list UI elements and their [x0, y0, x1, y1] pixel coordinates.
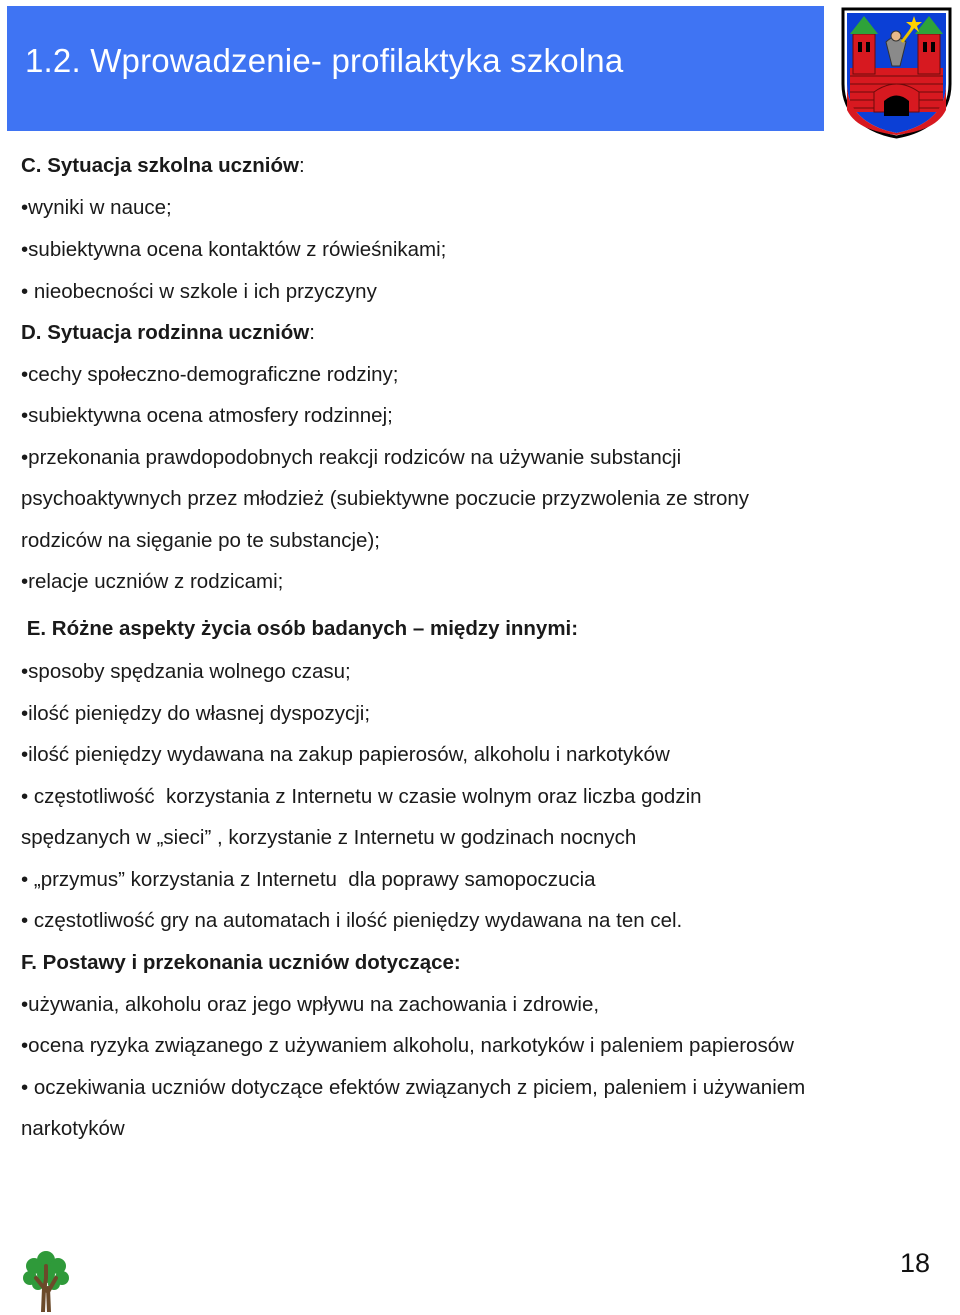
list-item: • nieobecności w szkole i ich przyczyny: [21, 280, 377, 303]
list-item: •przekonania prawdopodobnych reakcji rodziców na używanie substancji: [21, 446, 682, 469]
page-title: 1.2. Wprowadzenie- profilaktyka szkolna: [25, 42, 624, 79]
list-item: •ocena ryzyka związanego z używaniem alkoholu, narkotyków i paleniem papierosów: [21, 1034, 794, 1057]
section-c-heading: [21, 154, 305, 178]
section-e-heading: E. Różne aspekty życia osób badanych – między innymi:: [21, 617, 579, 640]
list-item: • częstotliwość korzystania z Internetu w czasie wolnym oraz liczba godzin: [21, 785, 702, 808]
title-bar: [7, 6, 824, 131]
list-item: • „przymus” korzystania z Internetu dla poprawy samopoczucia: [21, 868, 596, 891]
coat-of-arms-icon: [840, 6, 953, 139]
section-c-heading-colon: :: [298, 154, 305, 177]
section-d-heading-colon: :: [309, 321, 315, 344]
list-item: •relacje uczniów z rodzicami;: [21, 570, 284, 593]
list-item: •subiektywna ocena kontaktów z rówieśnikami;: [21, 238, 447, 261]
section-f-heading: F. Postawy i przekonania uczniów dotyczące:: [21, 951, 461, 974]
list-item: narkotyków: [21, 1117, 125, 1140]
list-item: •subiektywna ocena atmosfery rodzinnej;: [21, 404, 393, 427]
list-item: spędzanych w „sieci” , korzystanie z Internetu w godzinach nocnych: [21, 826, 637, 849]
page-number: 18: [899, 1248, 930, 1278]
list-item: •ilość pieniędzy wydawana na zakup papierosów, alkoholu i narkotyków: [21, 743, 670, 766]
list-item: • oczekiwania uczniów dotyczące efektów związanych z piciem, paleniem i używaniem: [21, 1076, 806, 1099]
section-c-heading-bold: C. Sytuacja szkolna uczniów: [21, 154, 299, 177]
list-item: • częstotliwość gry na automatach i ilość pieniędzy wydawana na ten cel.: [21, 909, 683, 932]
list-item: •wyniki w nauce;: [21, 196, 172, 219]
section-d-heading: [21, 321, 315, 345]
list-item: •ilość pieniędzy do własnej dyspozycji;: [21, 702, 371, 725]
list-item: rodziców na sięganie po te substancje);: [21, 529, 380, 552]
list-item: psychoaktywnych przez młodzież (subiektywne poczucie przyzwolenia ze strony: [21, 487, 750, 510]
list-item: •używania, alkoholu oraz jego wpływu na zachowania i zdrowie,: [21, 993, 600, 1016]
list-item: •sposoby spędzania wolnego czasu;: [21, 660, 351, 683]
list-item: •cechy społeczno-demograficzne rodziny;: [21, 363, 399, 386]
tree-logo-icon: [22, 1248, 70, 1312]
section-d-heading-bold: D. Sytuacja rodzinna uczniów: [21, 321, 310, 344]
